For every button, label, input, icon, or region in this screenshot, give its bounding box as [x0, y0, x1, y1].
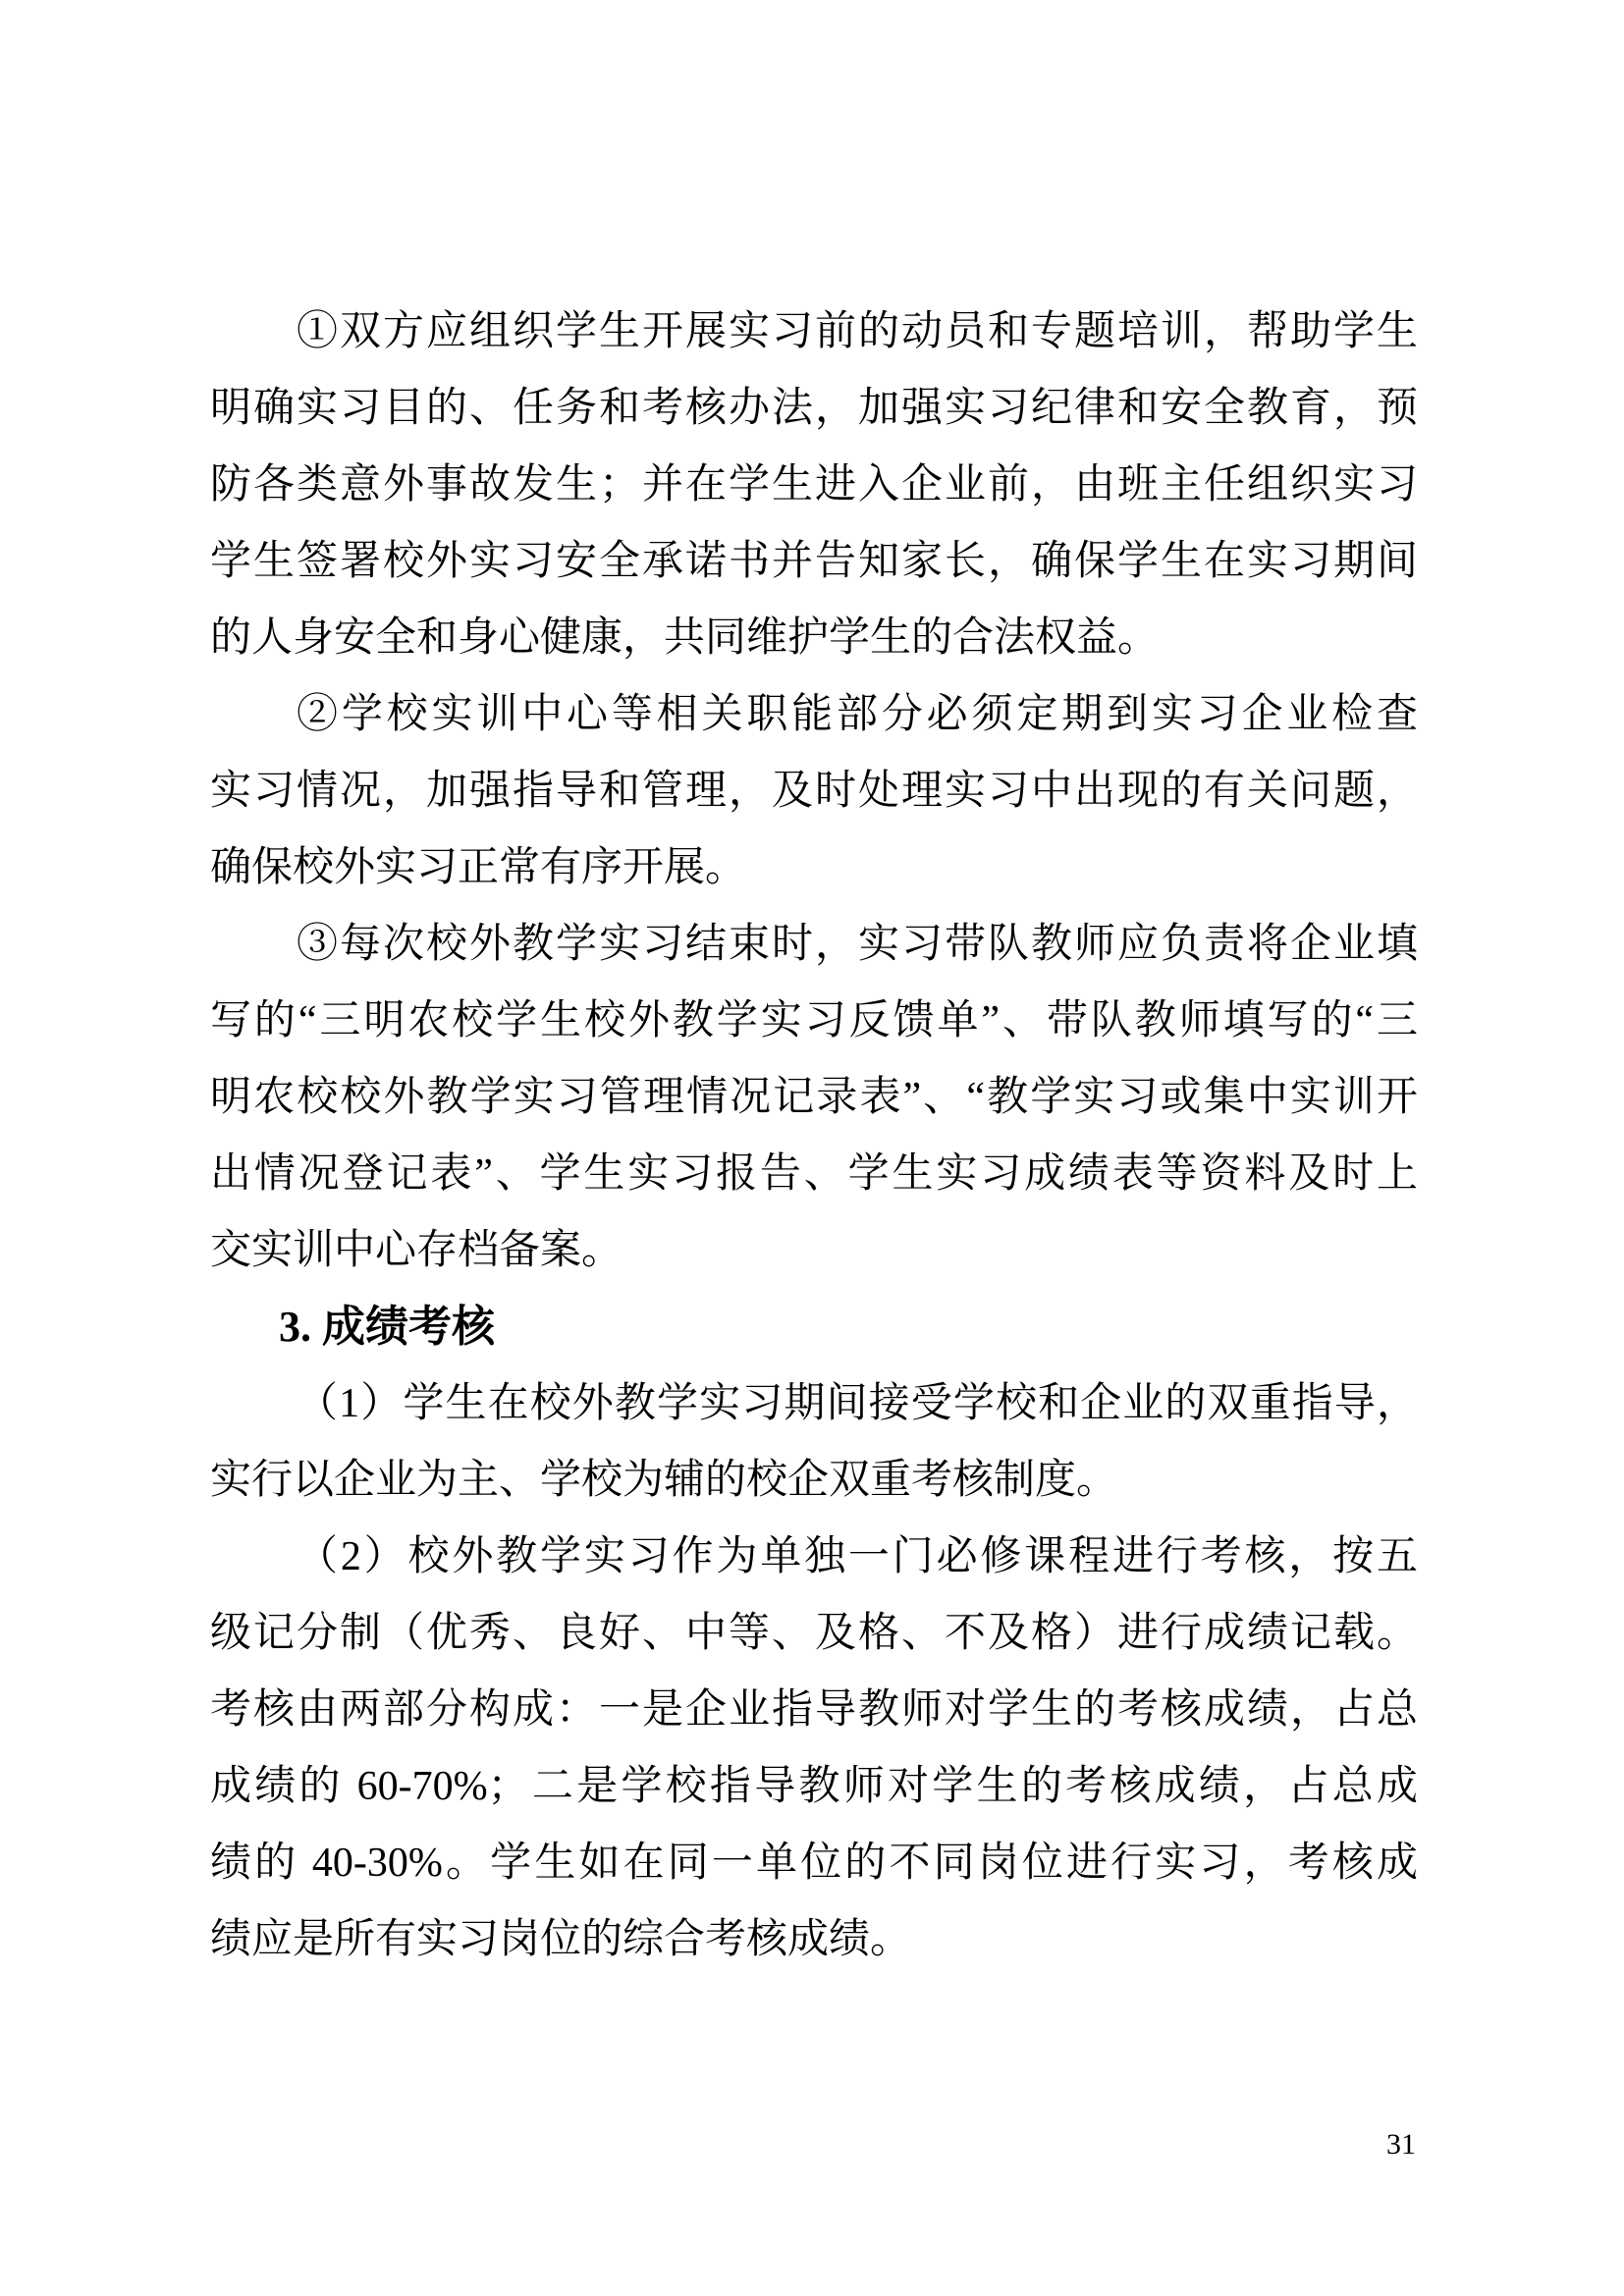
paragraph [210, 1365, 1418, 1519]
page-number: 31 [1386, 2128, 1416, 2161]
text-line: ①双方应组织学生开展实习前的动员和专题培训，帮助学生 [297, 309, 1418, 354]
text-line: 实习情况，加强指导和管理，及时处理实习中出现的有关问题， [210, 769, 1418, 814]
section-heading [210, 1289, 1418, 1365]
text-line: 绩的 40-30%。学生如在同一单位的不同岗位进行实习，考核成 [210, 1841, 1418, 1886]
text-line: 实行以企业为主、学校为辅的校企双重考核制度。 [210, 1458, 1118, 1503]
text-line: 交实训中心存档备案。 [210, 1228, 623, 1273]
document-body [210, 294, 1418, 1978]
text-line: 绩应是所有实习岗位的综合考核成绩。 [210, 1917, 912, 1962]
text-line: （2）校外教学实习作为单独一门必修课程进行考核，按五 [297, 1534, 1418, 1579]
text-line: 确保校外实习正常有序开展。 [210, 845, 747, 890]
text-line: 明确实习目的、任务和考核办法，加强实习纪律和安全教育，预 [210, 386, 1418, 431]
text-line: 出情况登记表”、学生实习报告、学生实习成绩表等资料及时上 [210, 1151, 1418, 1197]
paragraph [210, 1519, 1418, 1978]
text-line: 考核由两部分构成：一是企业指导教师对学生的考核成绩，占总 [210, 1687, 1418, 1733]
text-line: 写的“三明农校学生校外教学实习反馈单”、带队教师填写的“三 [210, 998, 1418, 1043]
text-line: 明农校校外教学实习管理情况记录表”、“教学实习或集中实训开 [210, 1075, 1418, 1120]
paragraph [210, 676, 1418, 906]
text-line: ③每次校外教学实习结束时，实习带队教师应负责将企业填 [297, 922, 1418, 967]
text-line: 防各类意外事故发生；并在学生进入企业前，由班主任组织实习 [210, 462, 1418, 507]
text-line: 级记分制（优秀、良好、中等、及格、不及格）进行成绩记载。 [210, 1611, 1418, 1656]
paragraph [210, 906, 1418, 1289]
heading-text: 3. 成绩考核 [279, 1303, 495, 1351]
text-line: ②学校实训中心等相关职能部分必须定期到实习企业检查 [297, 692, 1418, 737]
text-line: （1）学生在校外教学实习期间接受学校和企业的双重指导， [297, 1381, 1418, 1426]
paragraph [210, 294, 1418, 676]
text-line: 学生签署校外实习安全承诺书并告知家长，确保学生在实习期间 [210, 539, 1418, 584]
text-line: 的人身安全和身心健康，共同维护学生的合法权益。 [210, 615, 1160, 661]
text-line: 成绩的 60-70%；二是学校指导教师对学生的考核成绩，占总成 [210, 1764, 1418, 1809]
